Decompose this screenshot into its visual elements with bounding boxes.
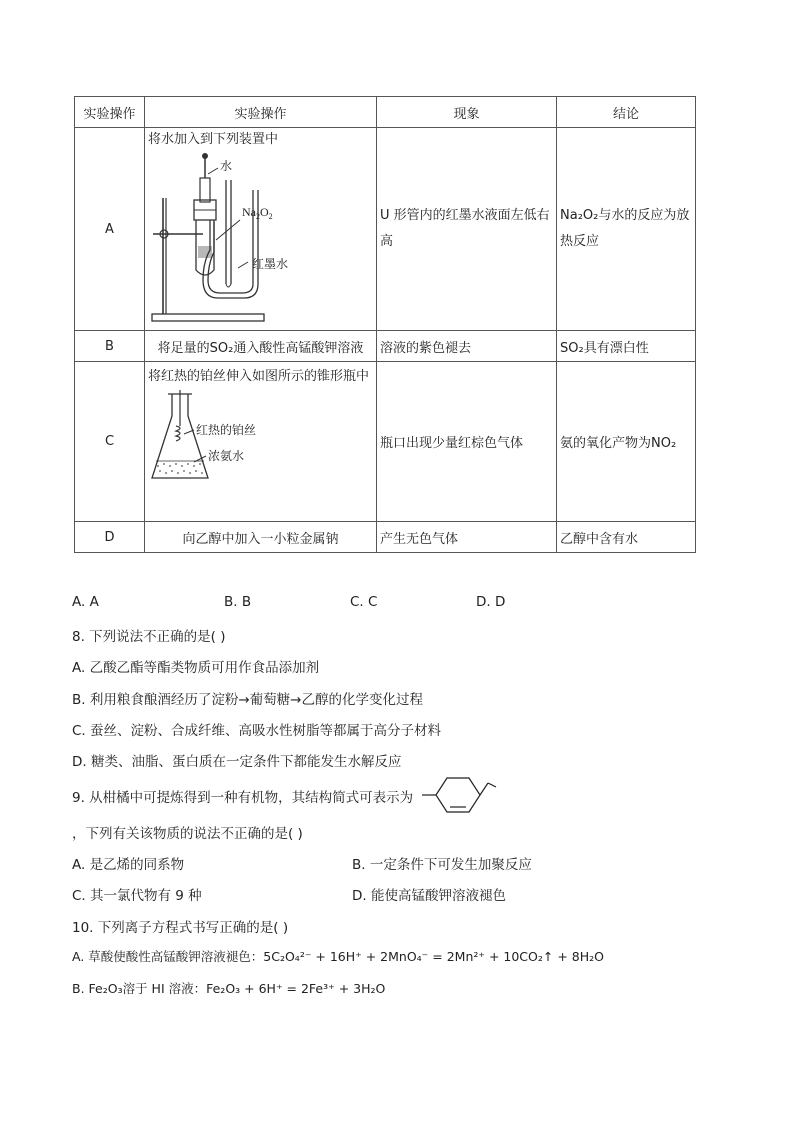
conclusion-cell: Na₂O₂与水的反应为放热反应 <box>557 128 696 331</box>
label-platinum: 红热的铂丝 <box>196 423 257 437</box>
operation-cell <box>145 128 377 331</box>
table-row <box>75 522 696 553</box>
label-red-ink: 红墨水 <box>252 257 289 271</box>
table-row <box>75 362 696 522</box>
conclusion-cell: SO₂具有漂白性 <box>557 331 696 362</box>
header-cell: 实验操作 <box>145 97 377 128</box>
experiment-table <box>74 96 696 553</box>
table-row <box>75 128 696 331</box>
option: A. A <box>72 594 99 610</box>
operation-cell <box>145 362 377 522</box>
operation-text: 将水加入到下列装置中 <box>148 132 279 147</box>
label-water: 水 <box>220 159 233 173</box>
q8-option-d: D. 糖类、油脂、蛋白质在一定条件下都能发生水解反应 <box>72 754 402 770</box>
q9-option-d: D. 能使高锰酸钾溶液褪色 <box>352 888 506 904</box>
apparatus-a-figure <box>148 150 308 326</box>
q8-option-c: C. 蚕丝、淀粉、合成纤维、高吸水性树脂等都属于高分子材料 <box>72 723 442 739</box>
header-cell: 结论 <box>557 97 696 128</box>
operation-text: 将红热的铂丝伸入如图所示的锥形瓶中 <box>148 369 370 384</box>
q8-option-a: A. 乙酸乙酯等酯类物质可用作食品添加剂 <box>72 660 320 676</box>
q8-option-b: B. 利用粮食酿酒经历了淀粉→葡萄糖→乙醇的化学变化过程 <box>72 692 423 708</box>
row-label: A <box>75 128 145 331</box>
q8-stem: 8. 下列说法不正确的是( ) <box>72 629 226 645</box>
phenomenon-cell: 瓶口出现少量红棕色气体 <box>377 362 557 522</box>
table-row <box>75 331 696 362</box>
conclusion-cell: 氨的氧化产物为NO₂ <box>557 362 696 522</box>
q9-stem-continued: ，下列有关该物质的说法不正确的是( ) <box>72 826 303 842</box>
q7-options <box>72 594 505 610</box>
conclusion-cell: 乙醇中含有水 <box>557 522 696 553</box>
q10-option-b: B. Fe₂O₃溶于 HI 溶液：Fe₂O₃ + 6H⁺ = 2Fe³⁺ + 3H₂O <box>72 981 386 996</box>
option: D. D <box>476 594 506 610</box>
header-cell: 现象 <box>377 97 557 128</box>
phenomenon-cell: 产生无色气体 <box>377 522 557 553</box>
row-label: C <box>75 362 145 522</box>
option: C. C <box>350 594 378 610</box>
q10-option-a: A. 草酸使酸性高锰酸钾溶液褪色：5C₂O₄²⁻ + 16H⁺ + 2MnO₄⁻ = 2Mn²⁺ + 10CO₂↑ + 8H₂O <box>72 949 604 964</box>
q10-stem: 10. 下列离子方程式书写正确的是( ) <box>72 920 289 936</box>
limonene-structure-figure <box>420 773 500 817</box>
row-label: B <box>75 331 145 362</box>
label-ammonia: 浓氨水 <box>208 449 245 463</box>
phenomenon-cell: U 形管内的红墨水液面左低右高 <box>377 128 557 331</box>
option: B. B <box>224 594 252 610</box>
flask-c-figure <box>148 390 288 482</box>
phenomenon-cell: 溶液的紫色褪去 <box>377 331 557 362</box>
row-label: D <box>75 522 145 553</box>
operation-cell: 将足量的SO₂通入酸性高锰酸钾溶液 <box>145 331 377 362</box>
q9-option-b: B. 一定条件下可发生加聚反应 <box>352 857 532 873</box>
q9-option-a: A. 是乙烯的同系物 <box>72 857 185 873</box>
label-na2o2: $Na_2O_2$ <box>242 205 273 221</box>
q9-stem: 9. 从柑橘中可提炼得到一种有机物，其结构简式可表示为 <box>72 790 414 806</box>
q9-option-c: C. 其一氯代物有 9 种 <box>72 888 202 904</box>
header-cell: 实验操作 <box>75 97 145 128</box>
table-header-row <box>75 97 696 128</box>
operation-cell: 向乙醇中加入一小粒金属钠 <box>145 522 377 553</box>
